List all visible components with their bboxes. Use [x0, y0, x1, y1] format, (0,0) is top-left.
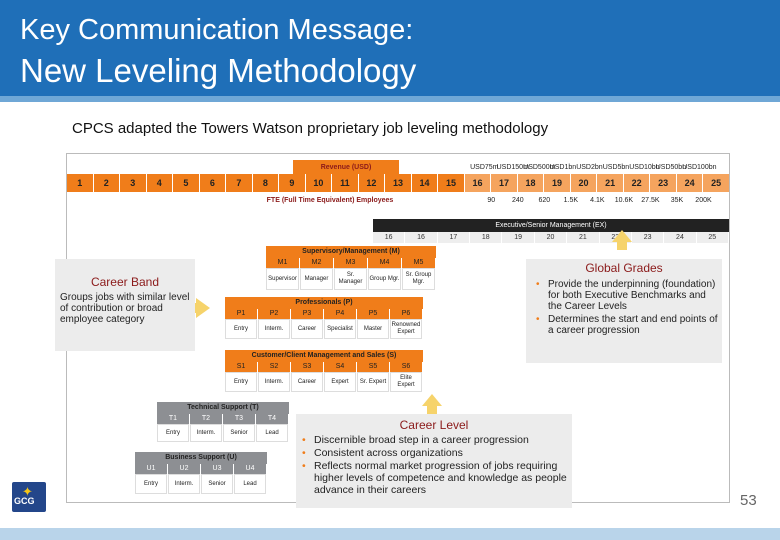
logo-spark-icon: ✦ [22, 484, 33, 499]
global-grades-box [526, 259, 722, 363]
professionals-block-header: Professionals (P) [225, 297, 423, 309]
grade-band-cell: 25 [703, 174, 730, 192]
company-logo [12, 482, 46, 512]
professionals-block-level [258, 309, 291, 339]
professionals-block-level-name: Career [291, 319, 323, 339]
career-band-text: Groups jobs with similar level of contribution or broad employee category [60, 292, 190, 325]
supervisory-block-level-name: Manager [300, 268, 333, 290]
supervisory-block-header: Supervisory/Management (M) [266, 246, 436, 258]
technical-block-cells [157, 414, 289, 442]
technical-block-level-code: T4 [256, 414, 288, 424]
career-level-bullet: • Reflects normal market progression of jobs requiring higher levels of competence and knowledge as people advance in their careers [302, 460, 570, 496]
supervisory-block-level [300, 258, 334, 290]
fte-label: FTE (Full Time Equivalent) Employees [266, 197, 394, 204]
revenue-value: USD75m [470, 164, 499, 171]
business-block-level-code: U2 [168, 464, 200, 474]
career-level-arrow-stem [427, 406, 437, 414]
header-divider [0, 96, 780, 102]
grade-band-cell: 14 [412, 174, 439, 192]
business-block-level [201, 464, 234, 494]
exec-grade-value: 25 [697, 232, 728, 243]
customer-block-level-name: Interm. [258, 372, 290, 392]
technical-block-level-name: Interm. [190, 424, 222, 442]
exec-grade-value: 20 [535, 232, 566, 243]
exec-grade-value: 18 [470, 232, 501, 243]
supervisory-block-level [402, 258, 436, 290]
career-band-box [55, 259, 195, 351]
revenue-label: Revenue (USD) [293, 160, 399, 176]
revenue-value: USD100bn [682, 164, 717, 171]
supervisory-block-level-code: M2 [300, 258, 333, 268]
exec-grade-value: 21 [567, 232, 598, 243]
fte-value: 35K [670, 197, 684, 204]
career-band-title: Career Band [90, 275, 160, 289]
professionals-block-level-code: P3 [291, 309, 323, 319]
customer-block-level-name: Sr. Expert [357, 372, 389, 392]
fte-value: 200K [695, 197, 712, 204]
grade-band-cell: 10 [306, 174, 333, 192]
supervisory-block-level-name: Sr. Manager [334, 268, 367, 290]
subtitle: CPCS adapted the Towers Watson proprietary job leveling methodology [72, 120, 549, 137]
exec-grade-value: 17 [438, 232, 469, 243]
global-grades-list [536, 279, 718, 338]
fte-value: 1.5K [563, 197, 579, 204]
grade-band-cell: 11 [332, 174, 359, 192]
grade-band-cell: 9 [279, 174, 306, 192]
career-level-bullet: • Consistent across organizations [302, 447, 570, 459]
business-block-level-code: U1 [135, 464, 167, 474]
fte-value: 620 [538, 197, 551, 204]
customer-block-level-name: Expert [324, 372, 356, 392]
revenue-value: USD500m [523, 164, 556, 171]
customer-block-level-code: S5 [357, 362, 389, 372]
professionals-block-cells [225, 309, 423, 339]
grade-band-cell: 13 [385, 174, 412, 192]
customer-block-level-name: Career [291, 372, 323, 392]
supervisory-block-level-code: M3 [334, 258, 367, 268]
fte-value: 240 [511, 197, 524, 204]
professionals-block-level-name: Renowned Expert [390, 319, 422, 339]
customer-block-level-code: S4 [324, 362, 356, 372]
customer-block-header: Customer/Client Management and Sales (S) [225, 350, 423, 362]
technical-block-level-name: Senior [223, 424, 255, 442]
career-level-arrow [422, 394, 442, 406]
fte-value: 27.5K [641, 197, 660, 204]
exec-grade-value: 16 [405, 232, 436, 243]
global-grades-arrow-stem [617, 242, 627, 250]
supervisory-block-level-code: M4 [368, 258, 401, 268]
exec-grade-value: 19 [502, 232, 533, 243]
grade-band-cell: 20 [571, 174, 598, 192]
technical-block-level-name: Entry [157, 424, 189, 442]
customer-block-level [357, 362, 390, 392]
professionals-block-level-code: P6 [390, 309, 422, 319]
business-block-level [234, 464, 267, 494]
professionals-block-level [324, 309, 357, 339]
grade-band-cell: 19 [544, 174, 571, 192]
logo-text: GCG [14, 496, 35, 506]
business-block-level [135, 464, 168, 494]
technical-block-level-code: T1 [157, 414, 189, 424]
supervisory-block-level-name: Group Mgr. [368, 268, 401, 290]
business-block-level-name: Senior [201, 474, 233, 494]
business-block-level-name: Interm. [168, 474, 200, 494]
professionals-block-level [390, 309, 423, 339]
global-grades-arrow [612, 230, 632, 242]
customer-block-level [225, 362, 258, 392]
customer-block-level-name: Elite Expert [390, 372, 422, 392]
professionals-block-level [225, 309, 258, 339]
technical-block-level-code: T3 [223, 414, 255, 424]
global-grades-bullet: • Provide the underpinning (foundation) for both Executive Benchmarks and the Career Levels [536, 279, 718, 312]
career-band-arrow [196, 298, 210, 318]
fte-value: 10.6K [614, 197, 634, 204]
title-line-1: Key Communication Message: [20, 14, 414, 46]
business-block-level-code: U3 [201, 464, 233, 474]
exec-label: Executive/Senior Management (EX) [373, 219, 729, 232]
revenue-value: USD1bn [549, 164, 577, 171]
grade-band-cell: 2 [94, 174, 121, 192]
revenue-value: USD150m [496, 164, 529, 171]
grade-band-cell: 1 [67, 174, 94, 192]
professionals-block-level-code: P1 [225, 309, 257, 319]
professionals-block-level-name: Entry [225, 319, 257, 339]
technical-block-level [256, 414, 289, 442]
fte-value: 90 [487, 197, 496, 204]
page-number: 53 [740, 492, 757, 509]
supervisory-block-level-code: M5 [402, 258, 435, 268]
exec-grade-value: 23 [632, 232, 663, 243]
customer-block-level-code: S6 [390, 362, 422, 372]
title-line-2: New Leveling Methodology [20, 52, 417, 89]
technical-block-level-name: Lead [256, 424, 288, 442]
professionals-block-level-name: Master [357, 319, 389, 339]
grade-band-cell: 16 [465, 174, 492, 192]
exec-grade-value: 24 [664, 232, 695, 243]
grade-band-cell: 12 [359, 174, 386, 192]
grade-band-cell: 5 [173, 174, 200, 192]
professionals-block-level-code: P5 [357, 309, 389, 319]
revenue-value: USD50bn [655, 164, 687, 171]
grade-band-cell: 18 [518, 174, 545, 192]
customer-block-level [258, 362, 291, 392]
fte-value: 4.1K [590, 197, 605, 204]
customer-block-level-code: S3 [291, 362, 323, 372]
supervisory-block-level [368, 258, 402, 290]
revenue-value: USD10bn [629, 164, 660, 171]
professionals-block-level [357, 309, 390, 339]
business-block-level [168, 464, 201, 494]
header-bar [0, 0, 780, 96]
customer-block-level-name: Entry [225, 372, 257, 392]
business-block-header: Business Support (U) [135, 452, 267, 464]
supervisory-block-cells [266, 258, 436, 290]
global-grades-bullet: • Determines the start and end points of a career progression [536, 314, 718, 336]
career-level-title: Career Level [399, 418, 469, 432]
supervisory-block-level-code: M1 [266, 258, 299, 268]
global-grades-title: Global Grades [585, 261, 663, 275]
customer-block-level [291, 362, 324, 392]
grade-band-row [67, 174, 730, 192]
grade-band-cell: 24 [677, 174, 704, 192]
professionals-block-level-name: Interm. [258, 319, 290, 339]
grade-band-cell: 4 [147, 174, 174, 192]
supervisory-block-level [334, 258, 368, 290]
business-block-level-name: Lead [234, 474, 266, 494]
supervisory-block-level-name: Supervisor [266, 268, 299, 290]
business-block-level-code: U4 [234, 464, 266, 474]
customer-block-level [390, 362, 423, 392]
business-block-level-name: Entry [135, 474, 167, 494]
technical-block-header: Technical Support (T) [157, 402, 289, 414]
professionals-block-level-name: Specialist [324, 319, 356, 339]
footer-bar [0, 528, 780, 540]
career-level-bullet: • Discernible broad step in a career progression [302, 434, 570, 446]
professionals-block-level-code: P4 [324, 309, 356, 319]
professionals-block-level-code: P2 [258, 309, 290, 319]
career-level-box [296, 414, 572, 508]
technical-block-level-code: T2 [190, 414, 222, 424]
technical-block-level [190, 414, 223, 442]
technical-block-level [157, 414, 190, 442]
business-block-cells [135, 464, 267, 494]
grade-band-cell: 7 [226, 174, 253, 192]
grade-band-cell: 6 [200, 174, 227, 192]
grade-band-cell: 23 [650, 174, 677, 192]
grade-band-cell: 3 [120, 174, 147, 192]
supervisory-block-level-name: Sr. Group Mgr. [402, 268, 435, 290]
revenue-value: USD5bn [602, 164, 630, 171]
customer-block-level-code: S2 [258, 362, 290, 372]
exec-grade-value: 16 [373, 232, 404, 243]
customer-block-cells [225, 362, 423, 392]
revenue-value: USD2bn [576, 164, 603, 171]
customer-block-level [324, 362, 357, 392]
technical-block-level [223, 414, 256, 442]
career-level-list [302, 434, 570, 497]
grade-band-cell: 21 [597, 174, 624, 192]
grade-band-cell: 17 [491, 174, 518, 192]
customer-block-level-code: S1 [225, 362, 257, 372]
grade-band-cell: 15 [438, 174, 465, 192]
supervisory-block-level [266, 258, 300, 290]
grade-band-cell: 8 [253, 174, 280, 192]
professionals-block-level [291, 309, 324, 339]
exec-grade-value: 22 [600, 232, 631, 243]
grade-band-cell: 22 [624, 174, 651, 192]
